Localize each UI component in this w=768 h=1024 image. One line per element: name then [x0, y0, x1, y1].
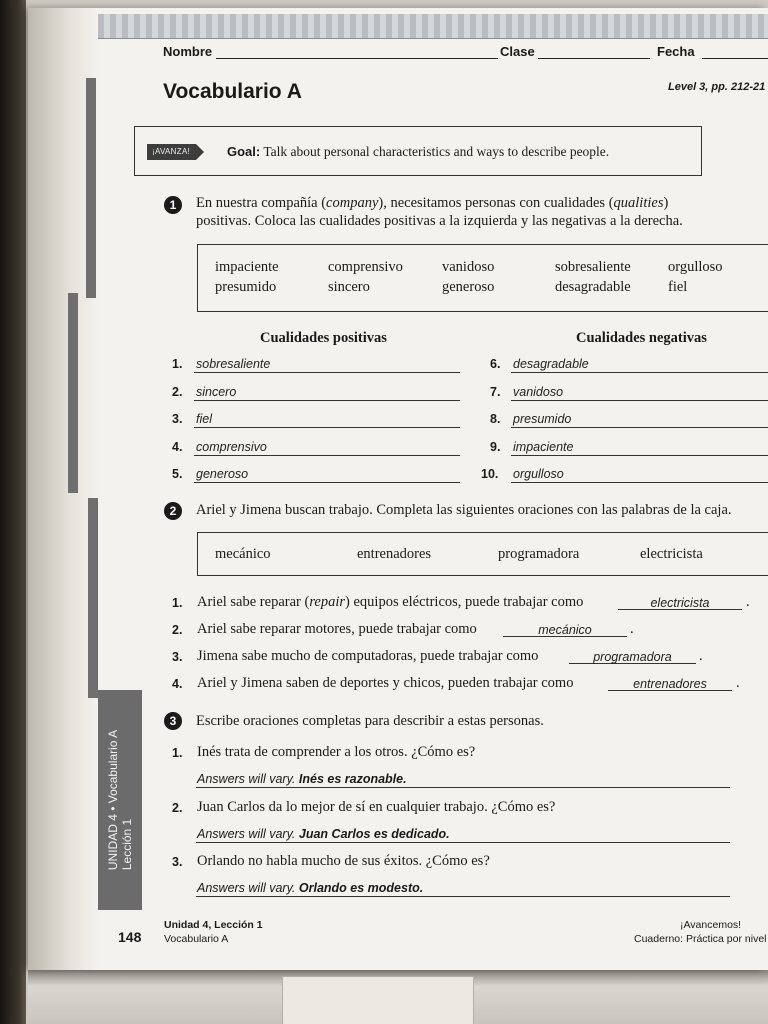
sentence-text: Ariel sabe reparar ( — [197, 594, 310, 610]
negative-answer: orgulloso — [513, 467, 564, 481]
page-number: 148 — [118, 929, 142, 945]
answer-line[interactable] — [511, 482, 768, 483]
footer-unit: Unidad 4, Lección 1 — [164, 919, 263, 931]
item-number: 1. — [172, 357, 183, 371]
fill-answer: entrenadores — [633, 677, 707, 691]
nombre-label: Nombre — [163, 44, 213, 59]
sample-answer — [197, 881, 423, 895]
fecha-field[interactable] — [702, 58, 768, 59]
sentence-text: ) equipos eléctricos, puede trabajar como — [345, 594, 584, 610]
activity-1-instruction — [196, 194, 668, 212]
word-box-item: vanidoso — [442, 259, 495, 275]
sentence-italic: repair — [309, 594, 346, 610]
answer-line[interactable] — [511, 455, 768, 456]
activity-1-instruction-line2: positivas. Coloca las cualidades positivas a la izquierda y las negativas a la derecha. — [196, 213, 683, 229]
unit-side-label — [106, 730, 134, 870]
negative-answer: presumido — [513, 412, 572, 426]
binding-shadow — [0, 0, 26, 1024]
sentence-period: . — [630, 621, 634, 637]
answer-note: Answers will vary. — [197, 881, 296, 895]
instruction-italic: qualities — [613, 195, 664, 211]
word-box-item: sincero — [328, 279, 370, 295]
answer-note: Answers will vary. — [197, 827, 296, 841]
fill-answer: mecánico — [538, 623, 592, 637]
answer-line[interactable] — [511, 372, 768, 373]
answer-line[interactable] — [194, 455, 460, 456]
answer-sentence: Juan Carlos es dedicado. — [298, 827, 450, 841]
sentence-period: . — [746, 594, 750, 610]
sample-answer — [197, 827, 450, 841]
item-number: 10. — [481, 467, 499, 481]
answer-sentence: Inés es razonable. — [298, 772, 407, 786]
edge-tab-strip — [68, 293, 78, 493]
activity-2-instruction: Ariel y Jimena buscan trabajo. Completa las siguientes oraciones con las palabras de la caja. — [196, 502, 732, 518]
fill-answer: electricista — [650, 596, 710, 610]
word-box-item: programadora — [498, 546, 580, 562]
clase-label: Clase — [500, 44, 535, 59]
fecha-label: Fecha — [657, 44, 695, 59]
positive-answer: sincero — [196, 385, 237, 399]
edge-tab-strip — [88, 498, 98, 698]
nombre-field[interactable] — [216, 58, 498, 59]
word-box-item: sobresaliente — [555, 259, 631, 275]
word-box-item: orgulloso — [668, 259, 723, 275]
positive-answer: sobresaliente — [196, 357, 271, 371]
word-box-item: impaciente — [215, 259, 279, 275]
negative-answer: vanidoso — [513, 385, 564, 399]
positive-answer: fiel — [196, 412, 212, 426]
side-tab-line2: Lección 1 — [120, 818, 134, 871]
item-number: 2. — [172, 801, 183, 815]
activity-1-number: 1 — [164, 196, 182, 214]
side-tab-line1: UNIDAD 4 • Vocabulario A — [106, 729, 120, 871]
item-number: 8. — [490, 412, 501, 426]
sentence: Jimena sabe mucho de computadoras, puede trabajar como — [197, 648, 539, 664]
sentence: Ariel sabe reparar motores, puede trabajar como — [197, 621, 477, 637]
answer-line[interactable] — [196, 787, 730, 788]
sample-answer — [197, 772, 407, 786]
positive-answer: comprensivo — [196, 440, 267, 454]
footer-book: Cuaderno: Práctica por nivel — [634, 933, 767, 945]
clase-field[interactable] — [538, 58, 650, 59]
page-title: Vocabulario A — [163, 80, 302, 103]
question: Orlando no habla mucho de sus éxitos. ¿Cómo es? — [197, 853, 490, 869]
answer-note: Answers will vary. — [197, 772, 296, 786]
sentence — [197, 594, 583, 611]
decorative-top-band — [98, 14, 768, 39]
negative-heading: Cualidades negativas — [576, 330, 707, 346]
word-box-item: mecánico — [215, 546, 271, 562]
answer-line[interactable] — [194, 372, 460, 373]
edge-tab-strip — [86, 78, 96, 298]
footer-section: Vocabulario A — [164, 933, 229, 945]
goal-box — [134, 126, 702, 176]
item-number: 9. — [490, 440, 501, 454]
item-number: 2. — [172, 623, 183, 637]
sentence-period: . — [736, 675, 740, 691]
item-number: 3. — [172, 855, 183, 869]
answer-line[interactable] — [194, 427, 460, 428]
goal-label: Goal: — [227, 144, 261, 159]
activity-3-instruction: Escribe oraciones completas para describir a estas personas. — [196, 713, 544, 729]
item-number: 4. — [172, 677, 183, 691]
activity-3-number: 3 — [164, 712, 182, 730]
negative-answer: desagradable — [513, 357, 589, 371]
answer-line[interactable] — [196, 842, 730, 843]
avanza-badge: ¡AVANZA! — [147, 144, 196, 160]
activity-1-word-box — [197, 244, 768, 312]
word-box-item: entrenadores — [357, 546, 432, 562]
answer-line[interactable] — [194, 482, 460, 483]
positive-heading: Cualidades positivas — [260, 330, 387, 346]
sentence-period: . — [699, 648, 703, 664]
word-box-item: comprensivo — [328, 259, 403, 275]
item-number: 1. — [172, 746, 183, 760]
answer-sentence: Orlando es modesto. — [298, 881, 424, 895]
question: Juan Carlos da lo mejor de sí en cualquier trabajo. ¿Cómo es? — [197, 799, 556, 815]
instruction-text: ) — [663, 195, 669, 211]
item-number: 2. — [172, 385, 183, 399]
answer-line[interactable] — [196, 896, 730, 897]
fill-answer: programadora — [593, 650, 672, 664]
goal-text: Talk about personal characteristics and ways to describe people. — [263, 144, 610, 159]
question: Inés trata de comprender a los otros. ¿Cómo es? — [197, 744, 476, 760]
answer-line[interactable] — [194, 400, 460, 401]
item-number: 7. — [490, 385, 501, 399]
footer-series: ¡Avancemos! — [680, 919, 742, 931]
negative-answer: impaciente — [513, 440, 574, 454]
instruction-italic: company — [326, 195, 379, 211]
positive-answer: generoso — [196, 467, 249, 481]
level-reference: Level 3, pp. 212-21 — [668, 81, 766, 93]
activity-2-number: 2 — [164, 502, 182, 520]
item-number: 6. — [490, 357, 501, 371]
answer-line[interactable] — [511, 427, 768, 428]
item-number: 3. — [172, 412, 183, 426]
item-number: 1. — [172, 596, 183, 610]
word-box-item: presumido — [215, 279, 277, 295]
sentence: Ariel y Jimena saben de deportes y chicos, pueden trabajar como — [197, 675, 574, 691]
word-box-item: electricista — [640, 546, 703, 562]
binder-clip — [282, 976, 474, 1024]
goal-statement — [227, 144, 609, 160]
item-number: 4. — [172, 440, 183, 454]
word-box-item: fiel — [668, 279, 688, 295]
answer-line[interactable] — [511, 400, 768, 401]
word-box-item: generoso — [442, 279, 495, 295]
instruction-text: En nuestra compañía ( — [196, 195, 327, 211]
item-number: 5. — [172, 467, 183, 481]
word-box-item: desagradable — [555, 279, 631, 295]
item-number: 3. — [172, 650, 183, 664]
instruction-text: ), necesitamos personas con cualidades ( — [378, 195, 614, 211]
